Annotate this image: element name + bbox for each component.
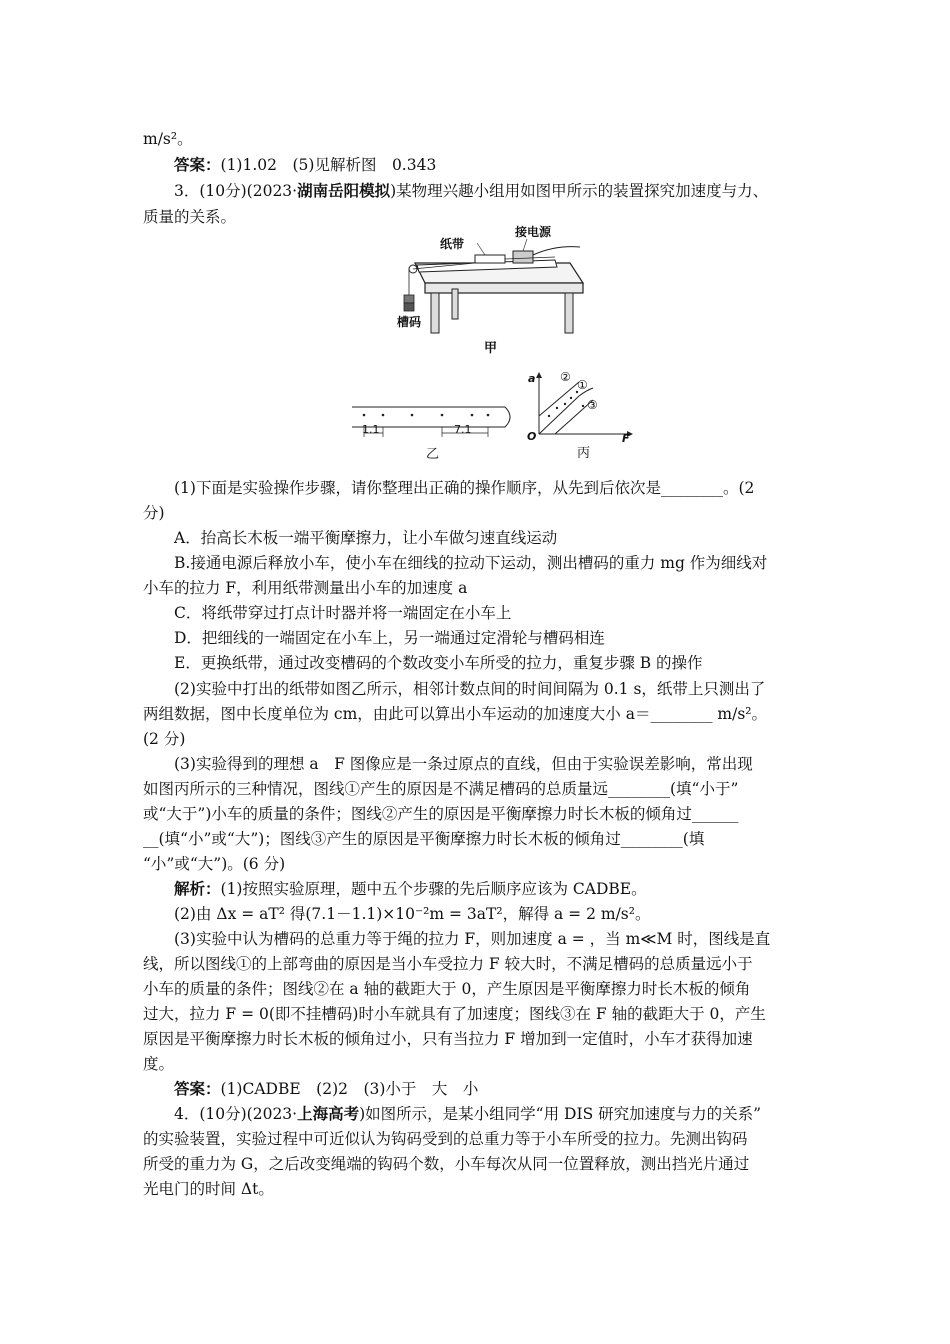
caption-bing: 丙 — [577, 446, 591, 461]
answer-text: (1)1.02 (5)见解析图 0.343 — [220, 156, 437, 174]
solution-line: 线，所以图线①的上部弯曲的原因是当小车受拉力 F 较大时，不满足槽码的总质量远小于 — [143, 955, 753, 973]
solution-line: 小车的质量的条件；图线②在 a 轴的截距大于 0，产生原因是平衡摩擦力时长木板的倾角 — [143, 980, 751, 998]
question-3: (3)实验得到的理想 a F 图像应是一条过原点的直线，但由于实验误差影响，常出现 — [174, 755, 753, 773]
caption-jia: 甲 — [484, 341, 498, 356]
text-line: 如图丙所示的三种情况，图线①产生的原因是不满足槽码的总质量远________(填“小于” — [143, 780, 739, 798]
solution-line: (3)实验中认为槽码的总重力等于绳的拉力 F，则加速度 a = ，当 m≪M 时，图线是直 — [174, 930, 771, 948]
figure-apparatus — [395, 225, 595, 345]
text-line: 两组数据，图中长度单位为 cm，由此可以算出小车运动的加速度大小 a＝________ m/s²。 — [143, 705, 767, 723]
option-c: C．将纸带穿过打点计时器并将一端固定在小车上 — [174, 604, 512, 622]
curve-label-3: ③ — [587, 398, 598, 412]
text-line: 所受的重力为 G，之后改变绳端的钩码个数，小车每次从同一位置释放，测出挡光片通过 — [143, 1155, 750, 1173]
solution-label: 解析： — [174, 879, 221, 898]
text-line: 的实验装置，实验过程中可近似认为钩码受到的总重力等于小车所受的拉力。先测出钩码 — [143, 1130, 748, 1148]
text-line: (2 分) — [143, 730, 186, 748]
solution-line: 原因是平衡摩擦力时长木板的倾角过小，只有当拉力 F 增加到一定值时，小车才获得加速 — [143, 1030, 753, 1048]
answer-line: 答案：(1)CADBE (2)2 (3)小于 大 小 — [174, 1079, 479, 1098]
solution-line: 度。 — [143, 1055, 175, 1073]
source-label: 湖南岳阳模拟 — [297, 181, 391, 200]
text-line: 或“大于”)小车的质量的条件；图线②产生的原因是平衡摩擦力时长木板的倾角过______ — [143, 805, 739, 823]
text-line: m/s²。 — [143, 130, 193, 148]
origin-O: O — [527, 430, 537, 443]
question-4-header: 4．(10分)(2023·上海高考)如图所示，是某小组同学“用 DIS 研究加速度与力的关系” — [174, 1104, 762, 1123]
label-tape: 纸带 — [440, 237, 465, 251]
label-power: 接电源 — [515, 225, 552, 239]
apparatus-diagram — [395, 225, 595, 335]
figure-graph — [527, 370, 637, 460]
curve-label-1: ① — [577, 378, 588, 392]
question-1: (1)下面是实验操作步骤，请你整理出正确的操作顺序，从先到后依次是________。(2 — [174, 479, 755, 497]
option-b: B.接通电源后释放小车，使小车在细线的拉动下运动，测出槽码的重力 mg 作为细线对 — [174, 554, 768, 572]
solution-line: 解析：(1)按照实验原理，题中五个步骤的先后顺序应该为 CADBE。 — [174, 879, 647, 898]
label-weight: 槽码 — [397, 315, 422, 329]
text-line: __(填“小”或“大”)；图线③产生的原因是平衡摩擦力时长木板的倾角过________(填 — [143, 830, 705, 848]
question-3-header: 3．(10分)(2023·湖南岳阳模拟)某物理兴趣小组用如图甲所示的装置探究加速度与力、 — [174, 181, 769, 200]
answer-label: 答案： — [174, 1079, 221, 1098]
option-e: E．更换纸带，通过改变槽码的个数改变小车所受的拉力，重复步骤 B 的操作 — [174, 654, 703, 672]
answer-line — [174, 152, 808, 178]
figure-tape — [350, 395, 525, 465]
curve-label-2: ② — [560, 370, 571, 384]
option-a: A．抬高长木板一端平衡摩擦力，让小车做匀速直线运动 — [174, 529, 558, 547]
tape-distance-1: 1.1 — [362, 423, 380, 436]
text-line: 光电门的时间 Δt。 — [143, 1180, 274, 1198]
axis-F: F — [622, 432, 630, 445]
option-d: D．把细线的一端固定在小车上，另一端通过定滑轮与槽码相连 — [174, 629, 605, 647]
text-line: 小车的拉力 F，利用纸带测量出小车的加速度 a — [143, 579, 468, 597]
answer-label: 答案： — [174, 155, 221, 174]
tape-distance-2: 7.1 — [454, 423, 472, 436]
tape-diagram — [350, 395, 525, 445]
text-line: 质量的关系。 — [143, 208, 237, 226]
axis-a: a — [528, 372, 536, 385]
question-2: (2)实验中打出的纸带如图乙所示，相邻计数点间的时间间隔为 0.1 s，纸带上只测出了 — [174, 680, 766, 698]
text-line: “小”或“大”)。(6 分) — [143, 855, 286, 873]
text-line: 分) — [143, 504, 165, 522]
caption-yi: 乙 — [426, 447, 440, 462]
solution-line: (2)由 Δx = aT² 得(7.1－1.1)×10⁻²m = 3aT²，解得 a = 2 m/s²。 — [174, 905, 651, 923]
source-label: 上海高考 — [297, 1104, 360, 1123]
solution-line: 过大，拉力 F = 0(即不挂槽码)时小车就具有了加速度；图线③在 F 轴的截距大于 0，产生 — [143, 1005, 766, 1023]
